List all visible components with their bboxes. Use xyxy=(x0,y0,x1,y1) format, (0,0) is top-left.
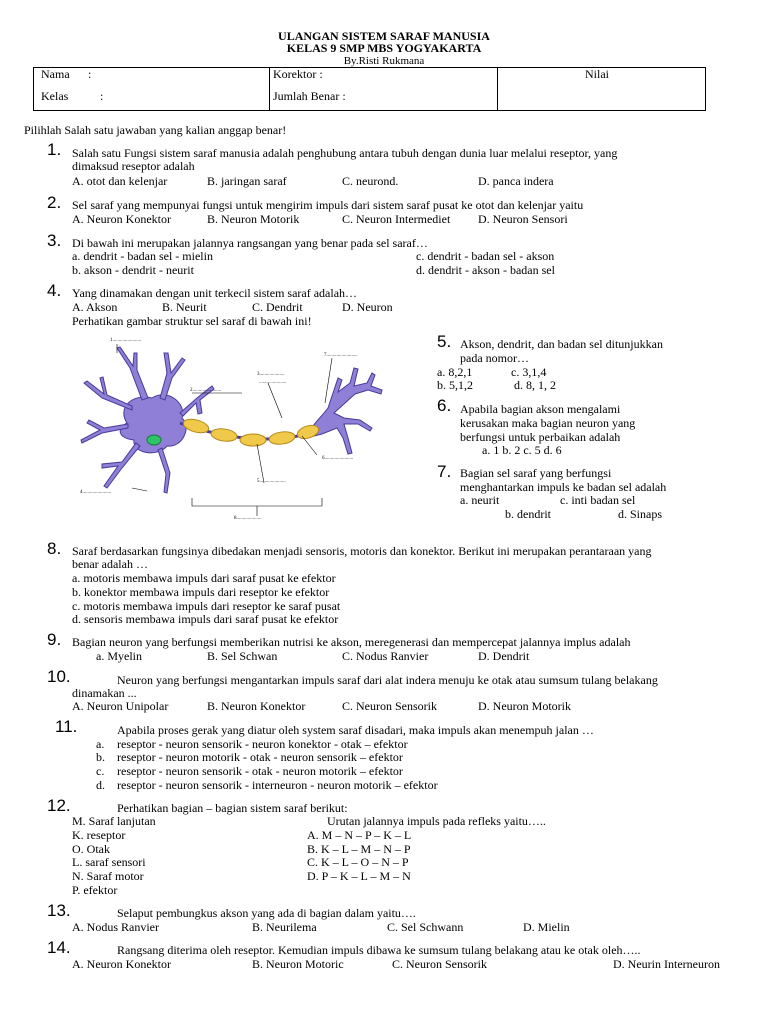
q2-option-a: A. Neuron Konektor xyxy=(72,212,171,226)
label-2: 2....................... xyxy=(190,388,222,393)
q1-option-d: D. panca indera xyxy=(478,174,554,188)
korektor-label: Korektor : xyxy=(273,67,323,81)
q14-option-d: D. Neurin Interneuron xyxy=(613,957,720,971)
q1-number: 1. xyxy=(47,140,62,159)
q5-option-b: b. 5,1,2 xyxy=(437,378,473,392)
q11-option-b-letter: b. xyxy=(96,750,105,764)
q6-text-cont2: berfungsi untuk perbaikan adalah xyxy=(460,430,621,444)
q8-number: 8. xyxy=(47,539,62,558)
q9-option-b: B. Sel Schwan xyxy=(207,649,278,663)
q7-option-d: d. Sinaps xyxy=(618,507,663,521)
q4-option-d: D. Neuron xyxy=(342,300,393,314)
q6-text: Apabila bagian akson mengalami xyxy=(460,402,621,416)
q2-number: 2. xyxy=(47,193,62,212)
q5-text-cont: pada nomor… xyxy=(460,351,529,365)
q3-option-b: b. akson - dendrit - neurit xyxy=(72,263,194,277)
q7-number: 7. xyxy=(437,462,452,481)
q12-option-c: C. K – L – O – N – P xyxy=(307,855,409,869)
label-7: 7......................... xyxy=(324,353,358,358)
q14-number: 14. xyxy=(47,938,71,957)
q12-item-o: O. Otak xyxy=(72,842,110,856)
nama-label: Nama xyxy=(41,67,70,81)
q7-option-b: b. dendrit xyxy=(505,507,551,521)
q6-text-cont: kerusakan maka bagian neuron yang xyxy=(460,416,636,430)
q12-item-m: M. Saraf lanjutan xyxy=(72,814,156,828)
label-4: 4....................... xyxy=(80,490,112,495)
q7-text-cont: menghantarkan impuls ke badan sel adalah xyxy=(460,480,667,494)
q1-text: Salah satu Fungsi sistem saraf manusia adalah penghubung antara tubuh dengan dunia luar melalui reseptor, yang xyxy=(72,146,618,160)
q1-option-a: A. otot dan kelenjar xyxy=(72,174,168,188)
q9-number: 9. xyxy=(47,630,62,649)
q4-option-b: B. Neurit xyxy=(162,300,207,314)
q8-option-b: b. konektor membawa impuls dari reseptor ke efektor xyxy=(72,585,330,599)
q5-option-d: d. 8, 1, 2 xyxy=(514,378,556,392)
q10-text: Neuron yang berfungsi mengantarkan impuls saraf dari alat indera menuju ke otak atau sumsum tulang belakang xyxy=(117,673,658,687)
q8-option-a: a. motoris membawa impuls dari saraf pusat ke efektor xyxy=(72,571,336,585)
q9-option-a: a. Myelin xyxy=(96,649,142,663)
q14-text: Rangsang diterima oleh reseptor. Kemudian impuls dibawa ke sumsum tulang belakang atau ke otak oleh….. xyxy=(117,943,641,957)
q13-number: 13. xyxy=(47,901,71,920)
q4-option-a: A. Akson xyxy=(72,300,118,314)
q5-text: Akson, dendrit, dan badan sel ditunjukkan xyxy=(460,337,663,351)
q7-option-a: a. neurit xyxy=(460,493,500,507)
q8-option-d: d. sensoris membawa impuls dari saraf pusat ke efektor xyxy=(72,612,339,626)
page-subtitle: KELAS 9 SMP MBS YOGYAKARTA xyxy=(286,41,482,55)
figure-caption: Perhatikan gambar struktur sel saraf di bawah ini! xyxy=(72,314,312,328)
q10-option-b: B. Neuron Konektor xyxy=(207,699,306,713)
q12-option-b: B. K – L – M – N – P xyxy=(307,842,411,856)
q14-option-b: B. Neuron Motoric xyxy=(252,957,344,971)
kelas-colon: : xyxy=(100,89,104,103)
q2-option-c: C. Neuron Intermediet xyxy=(342,212,451,226)
label-6: 6....................... xyxy=(322,456,354,461)
nilai-label: Nilai xyxy=(585,67,609,81)
q1-option-c: C. neurond. xyxy=(342,174,399,188)
q8-text-cont: benar adalah … xyxy=(72,557,148,571)
q12-item-l: L. saraf sensori xyxy=(72,855,146,869)
q8-text: Saraf berdasarkan fungsinya dibedakan menjadi sensoris, motoris dan konektor. Berikut ini merupakan perantaraan yang xyxy=(72,544,652,558)
q12-text: Perhatikan bagian – bagian sistem saraf berikut: xyxy=(117,801,348,815)
q11-text: Apabila proses gerak yang diatur oleh system saraf disadari, maka impuls akan menempuh jalan … xyxy=(117,723,594,737)
q12-item-n: N. Saraf motor xyxy=(72,869,144,883)
q5-option-c: c. 3,1,4 xyxy=(511,365,547,379)
q10-number: 10. xyxy=(47,667,71,686)
kelas-label: Kelas xyxy=(41,89,69,103)
q10-option-c: C. Neuron Sensorik xyxy=(342,699,437,713)
q5-option-a: a. 8,2,1 xyxy=(437,365,473,379)
q12-option-a: A. M – N – P – K – L xyxy=(307,828,412,842)
q9-text: Bagian neuron yang berfungsi memberikan nutrisi ke akson, meregenerasi dan mempercepat jalannya implus adalah xyxy=(72,635,631,649)
q13-option-a: A. Nodus Ranvier xyxy=(72,920,159,934)
q10-option-a: A. Neuron Unipolar xyxy=(72,699,169,713)
q10-option-d: D. Neuron Motorik xyxy=(478,699,571,713)
jumlah-benar-label: Jumlah Benar : xyxy=(273,89,346,103)
q8-option-c: c. motoris membawa impuls dari reseptor ke saraf pusat xyxy=(72,599,341,613)
nama-colon: : xyxy=(88,67,92,81)
q11-option-b: reseptor - neuron motorik - otak - neuron sensorik – efektor xyxy=(117,750,403,764)
neuron-diagram xyxy=(72,328,404,528)
q2-option-b: B. Neuron Motorik xyxy=(207,212,300,226)
q12-option-d: D. P – K – L – M – N xyxy=(307,869,411,883)
q6-options: a. 1 b. 2 c. 5 d. 6 xyxy=(482,443,562,457)
q5-number: 5. xyxy=(437,332,452,351)
q11-option-a-letter: a. xyxy=(96,737,105,751)
q9-option-c: C. Nodus Ranvier xyxy=(342,649,429,663)
q11-option-c: reseptor - neuron sensorik - otak - neuron motorik – efektor xyxy=(117,764,403,778)
q12-question: Urutan jalannya impuls pada refleks yaitu….. xyxy=(327,814,546,828)
label-8: 8.................... xyxy=(234,516,262,521)
q3-option-c: c. dendrit - badan sel - akson xyxy=(416,249,555,263)
q1-option-b: B. jaringan saraf xyxy=(207,174,287,188)
q13-text: Selaput pembungkus akson yang ada di bagian dalam yaitu…. xyxy=(117,906,416,920)
q3-number: 3. xyxy=(47,231,62,250)
q11-option-d: reseptor - neuron sensorik - interneuron - neuron motorik – efektor xyxy=(117,778,438,792)
q4-option-c: C. Dendrit xyxy=(252,300,303,314)
label-1: 1....................... xyxy=(110,338,142,343)
q7-option-c: c. inti badan sel xyxy=(560,493,636,507)
q3-option-a: a. dendrit - badan sel - mielin xyxy=(72,249,213,263)
q14-option-c: C. Neuron Sensorik xyxy=(392,957,487,971)
q10-text-cont: dinamakan ... xyxy=(72,686,137,700)
q2-option-d: D. Neuron Sensori xyxy=(478,212,568,226)
q4-number: 4. xyxy=(47,281,62,300)
q11-option-d-letter: d. xyxy=(96,778,105,792)
q2-text: Sel saraf yang mempunyai fungsi untuk mengirim impuls dari sistem saraf pusat ke otot dan kelenjar yaitu xyxy=(72,198,584,212)
instruction: Pilihlah Salah satu jawaban yang kalian anggap benar! xyxy=(24,123,287,137)
author: By.Risti Rukmana xyxy=(343,55,425,67)
q12-item-p: P. efektor xyxy=(72,883,118,897)
q9-option-d: D. Dendrit xyxy=(478,649,530,663)
q12-number: 12. xyxy=(47,796,71,815)
q7-text: Bagian sel saraf yang berfungsi xyxy=(460,466,612,480)
q3-option-d: d. dendrit - akson - badan sel xyxy=(416,263,555,277)
q1-text-cont: dimaksud reseptor adalah xyxy=(72,159,195,173)
q14-option-a: A. Neuron Konektor xyxy=(72,957,171,971)
q3-text: Di bawah ini merupakan jalannya rangsangan yang benar pada sel saraf… xyxy=(72,236,428,250)
q6-number: 6. xyxy=(437,396,452,415)
q11-option-a: reseptor - neuron sensorik - neuron konektor - otak – efektor xyxy=(117,737,408,751)
q4-text: Yang dinamakan dengan unit terkecil sistem saraf adalah… xyxy=(72,286,358,300)
label-3b: ...................... xyxy=(259,380,287,385)
q13-option-d: D. Mielin xyxy=(523,920,570,934)
q13-option-c: C. Sel Schwann xyxy=(387,920,464,934)
q11-option-c-letter: c. xyxy=(96,764,105,778)
q12-item-k: K. reseptor xyxy=(72,828,126,842)
q11-number: 11. xyxy=(55,717,78,736)
label-3: 3.................... xyxy=(257,372,285,377)
label-5: 5..................... xyxy=(257,479,286,484)
q13-option-b: B. Neurilema xyxy=(252,920,317,934)
page-title: ULANGAN SISTEM SARAF MANUSIA xyxy=(278,29,490,43)
